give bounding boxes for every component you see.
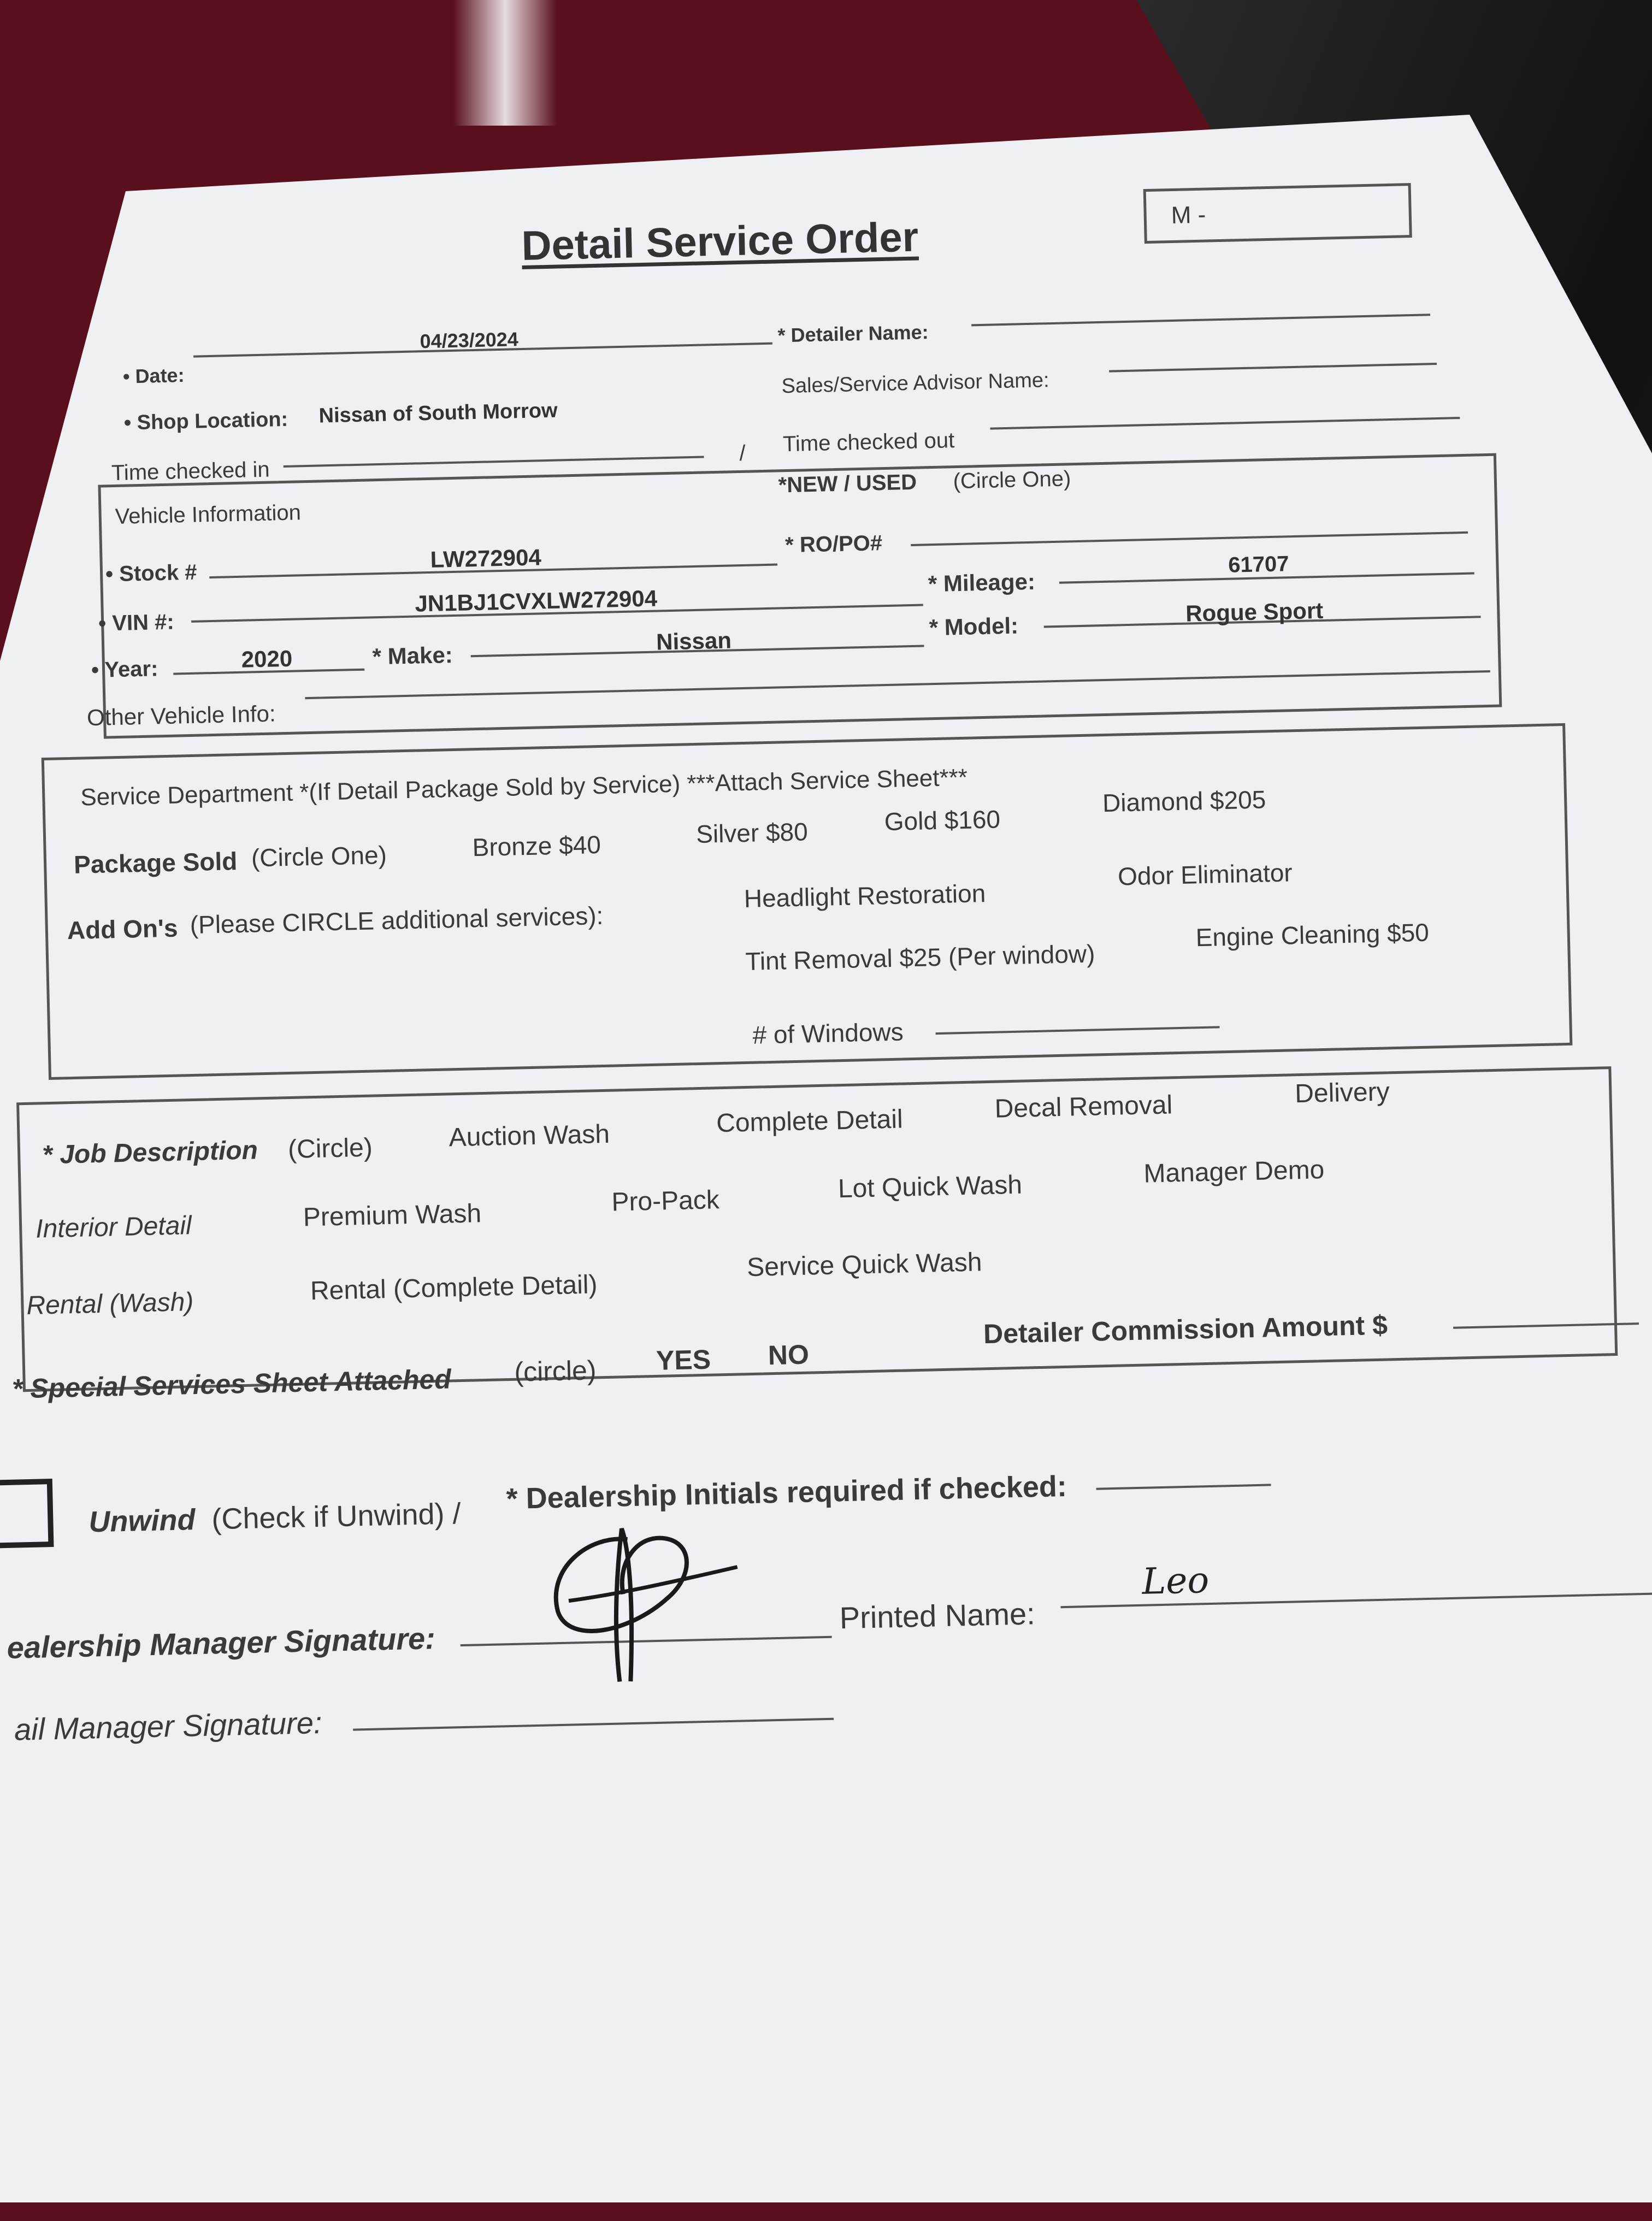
package-option-bronze[interactable]: Bronze $40	[472, 830, 601, 862]
advisor-field[interactable]	[1109, 363, 1437, 373]
vin-value: JN1BJ1CVXLW272904	[414, 585, 658, 617]
detailer-commission-label: Detailer Commission Amount $	[983, 1309, 1388, 1350]
ro-po-label: * RO/PO#	[784, 531, 883, 558]
job-option-auction-wash[interactable]: Auction Wash	[449, 1119, 610, 1153]
job-option-manager-demo[interactable]: Manager Demo	[1143, 1155, 1325, 1189]
detail-manager-signature-label: ail Manager Signature:	[14, 1705, 323, 1747]
add-ons-hint: (Please CIRCLE additional services):	[190, 901, 604, 940]
detailer-name-label: * Detailer Name:	[777, 321, 929, 347]
shop-location-label: • Shop Location:	[123, 407, 288, 435]
time-out-label: Time checked out	[782, 428, 955, 457]
job-option-decal-removal[interactable]: Decal Removal	[994, 1090, 1173, 1124]
form-title: Detail Service Order	[521, 214, 919, 269]
job-option-complete-detail[interactable]: Complete Detail	[716, 1104, 904, 1138]
addon-odor-eliminator[interactable]: Odor Eliminator	[1117, 858, 1293, 891]
package-sold-label: Package Sold	[73, 847, 238, 879]
order-number-text: M -	[1171, 201, 1206, 229]
stock-label: • Stock #	[105, 560, 198, 587]
dealership-initials-label: * Dealership Initials required if checked:	[506, 1469, 1067, 1516]
job-option-delivery[interactable]: Delivery	[1294, 1077, 1390, 1109]
model-value: Rogue Sport	[1185, 597, 1324, 627]
make-value: Nissan	[656, 627, 732, 655]
model-label: * Model:	[929, 612, 1019, 641]
job-option-pro-pack[interactable]: Pro-Pack	[611, 1185, 720, 1217]
unwind-hint: (Check if Unwind) /	[211, 1497, 462, 1536]
add-ons-label: Add On's	[67, 913, 179, 945]
make-label: * Make:	[372, 642, 453, 670]
job-description-label: * Job Description	[42, 1136, 258, 1170]
addon-engine-cleaning[interactable]: Engine Cleaning $50	[1195, 918, 1430, 952]
date-label: • Date:	[122, 364, 185, 388]
package-option-gold[interactable]: Gold $160	[884, 805, 1001, 836]
unwind-checkbox[interactable]	[0, 1479, 54, 1549]
windows-count-label: # of Windows	[752, 1017, 904, 1049]
dealership-initials-field[interactable]	[1096, 1484, 1271, 1490]
year-value: 2020	[241, 645, 293, 672]
job-option-interior-detail[interactable]: Interior Detail	[35, 1211, 192, 1244]
dealership-manager-signature-label: ealership Manager Signature:	[6, 1621, 436, 1665]
job-option-lot-quick-wash[interactable]: Lot Quick Wash	[837, 1170, 1023, 1204]
special-services-yes[interactable]: YES	[656, 1344, 711, 1376]
time-in-field[interactable]	[284, 456, 704, 467]
addon-tint-removal[interactable]: Tint Removal $25 (Per window)	[745, 939, 1095, 976]
mileage-label: * Mileage:	[928, 568, 1036, 597]
shop-location-value: Nissan of South Morrow	[318, 399, 558, 428]
time-separator: /	[739, 441, 746, 466]
vin-label: • VIN #:	[98, 610, 175, 636]
time-out-field[interactable]	[990, 417, 1460, 430]
special-services-hint: (circle)	[514, 1355, 597, 1387]
date-value: 04/23/2024	[420, 328, 519, 353]
dealership-manager-signature	[0, 0, 1627, 19]
vehicle-section-label: Vehicle Information	[115, 500, 302, 529]
special-services-label: * Special Services Sheet Attached	[11, 1363, 452, 1404]
unwind-label: Unwind	[88, 1503, 196, 1539]
job-option-rental-complete-detail[interactable]: Rental (Complete Detail)	[310, 1270, 598, 1306]
detail-manager-signature-field[interactable]	[353, 1718, 834, 1731]
job-option-premium-wash[interactable]: Premium Wash	[303, 1199, 482, 1232]
stock-value: LW272904	[430, 544, 542, 572]
service-department-header: Service Department *(If Detail Package Sold by Service) ***Attach Service Sheet***	[80, 764, 968, 811]
job-option-service-quick-wash[interactable]: Service Quick Wash	[746, 1248, 983, 1283]
mileage-value: 61707	[1228, 552, 1289, 577]
addon-headlight-restoration[interactable]: Headlight Restoration	[744, 879, 986, 913]
package-sold-hint: (Circle One)	[251, 840, 387, 872]
package-option-diamond[interactable]: Diamond $205	[1102, 785, 1266, 818]
advisor-label: Sales/Service Advisor Name:	[781, 369, 1049, 398]
other-vehicle-info-label: Other Vehicle Info:	[86, 700, 276, 731]
printed-name-label: Printed Name:	[839, 1596, 1036, 1635]
special-services-no[interactable]: NO	[768, 1339, 810, 1371]
job-description-hint: (Circle)	[287, 1133, 373, 1165]
year-label: • Year:	[91, 657, 158, 683]
new-used-label: *NEW / USED	[778, 470, 917, 498]
job-option-rental-wash[interactable]: Rental (Wash)	[26, 1287, 194, 1321]
printed-name-value: Leo	[1141, 1559, 1210, 1603]
time-in-label: Time checked in	[111, 457, 270, 486]
detailer-name-field[interactable]	[971, 314, 1430, 326]
package-option-silver[interactable]: Silver $80	[695, 817, 809, 848]
new-used-hint: (Circle One)	[953, 466, 1071, 494]
